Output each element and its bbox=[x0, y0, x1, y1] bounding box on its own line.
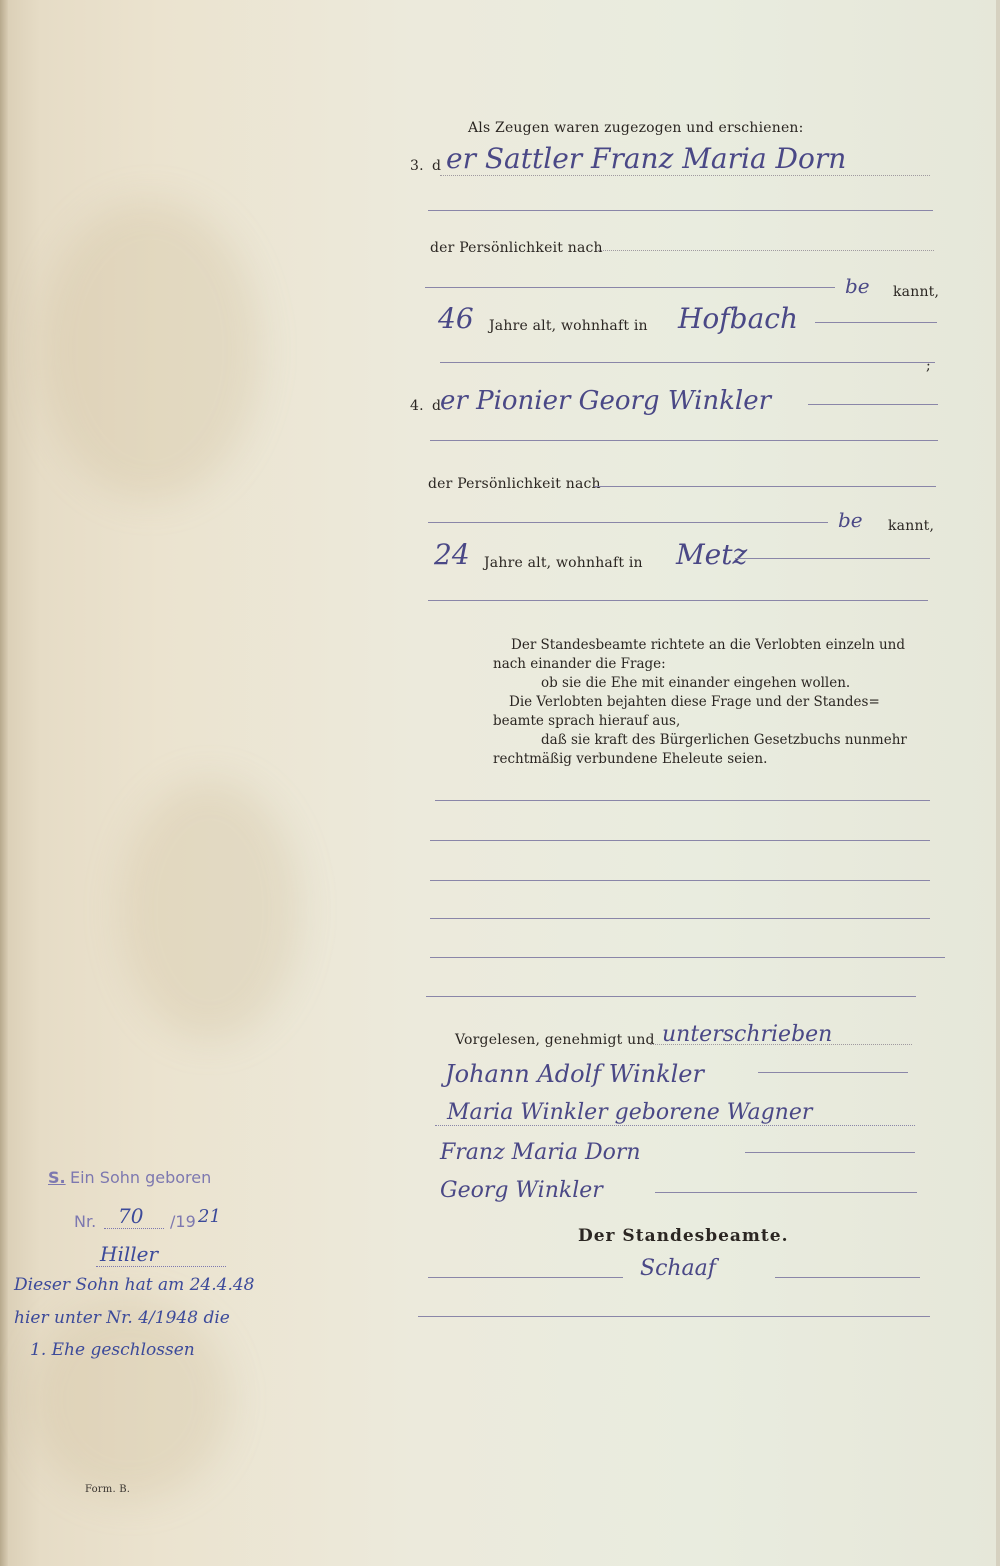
rule bbox=[440, 362, 935, 363]
registrar-heading: Der Standesbeamte. bbox=[578, 1226, 789, 1246]
form-label: Form. B. bbox=[85, 1484, 131, 1495]
dotted-line bbox=[598, 250, 934, 251]
marriage-declaration bbox=[493, 636, 933, 769]
page-left-edge bbox=[0, 0, 8, 1566]
declaration-line: Der Standesbeamte richtete an die Verlobten einzeln und bbox=[511, 637, 906, 653]
rule bbox=[735, 558, 930, 559]
margin-number: 70 bbox=[118, 1204, 144, 1228]
margin-year-prefix: /19 bbox=[170, 1212, 196, 1231]
witness-3-name-line bbox=[440, 175, 930, 176]
rule bbox=[428, 1277, 623, 1278]
margin-stamp-prefix: S. bbox=[48, 1168, 66, 1187]
witness-4-known-suffix: be bbox=[838, 508, 863, 532]
rule bbox=[425, 287, 835, 288]
rule bbox=[745, 1152, 915, 1153]
paper-stain bbox=[120, 780, 300, 1040]
witness-3-semicolon: ; bbox=[926, 358, 931, 374]
witness-3-identity-label: der Persönlichkeit nach bbox=[430, 240, 603, 256]
witness-4-residence: Metz bbox=[676, 538, 748, 571]
rule bbox=[758, 1072, 908, 1073]
margin-note-line: Dieser Sohn hat am 24.4.48 bbox=[14, 1275, 255, 1295]
rule bbox=[775, 1277, 920, 1278]
rule bbox=[430, 880, 930, 881]
rule bbox=[655, 1192, 917, 1193]
declaration-line: daß sie kraft des Bürgerlichen Gesetzbuchs nunmehr bbox=[541, 732, 907, 748]
witness-4-identity-label: der Persönlichkeit nach bbox=[428, 476, 601, 492]
witness-3-prefix: d bbox=[432, 158, 442, 174]
witness-3-residence: Hofbach bbox=[678, 302, 798, 335]
signature-witness-3: Franz Maria Dorn bbox=[440, 1140, 641, 1165]
page-right-edge bbox=[996, 0, 1000, 1566]
witness-3-age: 46 bbox=[438, 302, 474, 335]
rule bbox=[430, 840, 930, 841]
signature-label: Vorgelesen, genehmigt und bbox=[455, 1032, 655, 1048]
margin-year: 21 bbox=[198, 1206, 221, 1227]
witness-3-name: er Sattler Franz Maria Dorn bbox=[446, 142, 847, 175]
witness-3-kannt: kannt, bbox=[893, 284, 940, 300]
registrar-signature: Schaaf bbox=[640, 1256, 716, 1281]
declaration-line: Die Verlobten bejahten diese Frage und der Standes= bbox=[509, 694, 880, 710]
witness-heading: Als Zeugen waren zugezogen und erschienen: bbox=[468, 120, 804, 136]
declaration-line: rechtmäßig verbundene Eheleute seien. bbox=[493, 751, 768, 767]
margin-initials-line bbox=[96, 1266, 226, 1267]
paper-stain bbox=[30, 1300, 230, 1500]
rule bbox=[430, 957, 945, 958]
witness-4-name: er Pionier Georg Winkler bbox=[440, 386, 772, 416]
margin-initials: Hiller bbox=[100, 1242, 159, 1266]
witness-3-number: 3. bbox=[410, 158, 424, 174]
margin-note-line: hier unter Nr. 4/1948 die bbox=[14, 1308, 230, 1328]
signature-bride: Maria Winkler geborene Wagner bbox=[447, 1100, 813, 1125]
margin-note-line: 1. Ehe geschlossen bbox=[30, 1340, 195, 1360]
witness-4-age: 24 bbox=[434, 538, 470, 571]
rule bbox=[430, 440, 938, 441]
rule bbox=[426, 996, 916, 997]
rule bbox=[428, 210, 933, 211]
paper-stain bbox=[40, 200, 260, 500]
rule bbox=[418, 1316, 930, 1317]
witness-3-age-label: Jahre alt, wohnhaft in bbox=[489, 318, 648, 334]
rule bbox=[430, 918, 930, 919]
witness-4-number: 4. bbox=[410, 398, 424, 414]
rule bbox=[815, 322, 937, 323]
margin-number-label: Nr. bbox=[74, 1212, 97, 1231]
rule bbox=[428, 600, 928, 601]
witness-4-age-label: Jahre alt, wohnhaft in bbox=[484, 555, 643, 571]
rule bbox=[594, 486, 936, 487]
signature-witness-4: Georg Winkler bbox=[440, 1178, 603, 1203]
signature-groom: Johann Adolf Winkler bbox=[445, 1060, 704, 1088]
rule bbox=[428, 522, 828, 523]
declaration-line: nach einander die Frage: bbox=[493, 656, 666, 672]
signature-handwritten-label: unterschrieben bbox=[662, 1022, 833, 1047]
declaration-line: ob sie die Ehe mit einander eingehen wollen. bbox=[541, 675, 851, 691]
rule bbox=[435, 800, 930, 801]
witness-4-kannt: kannt, bbox=[888, 518, 935, 534]
witness-3-known-suffix: be bbox=[845, 274, 870, 298]
witness-4-prefix: d bbox=[432, 398, 442, 414]
dotted-line bbox=[435, 1125, 915, 1126]
rule bbox=[808, 404, 938, 405]
margin-number-line bbox=[104, 1228, 164, 1229]
margin-stamp-text: Ein Sohn geboren bbox=[70, 1168, 212, 1187]
declaration-line: beamte sprach hierauf aus, bbox=[493, 713, 681, 729]
